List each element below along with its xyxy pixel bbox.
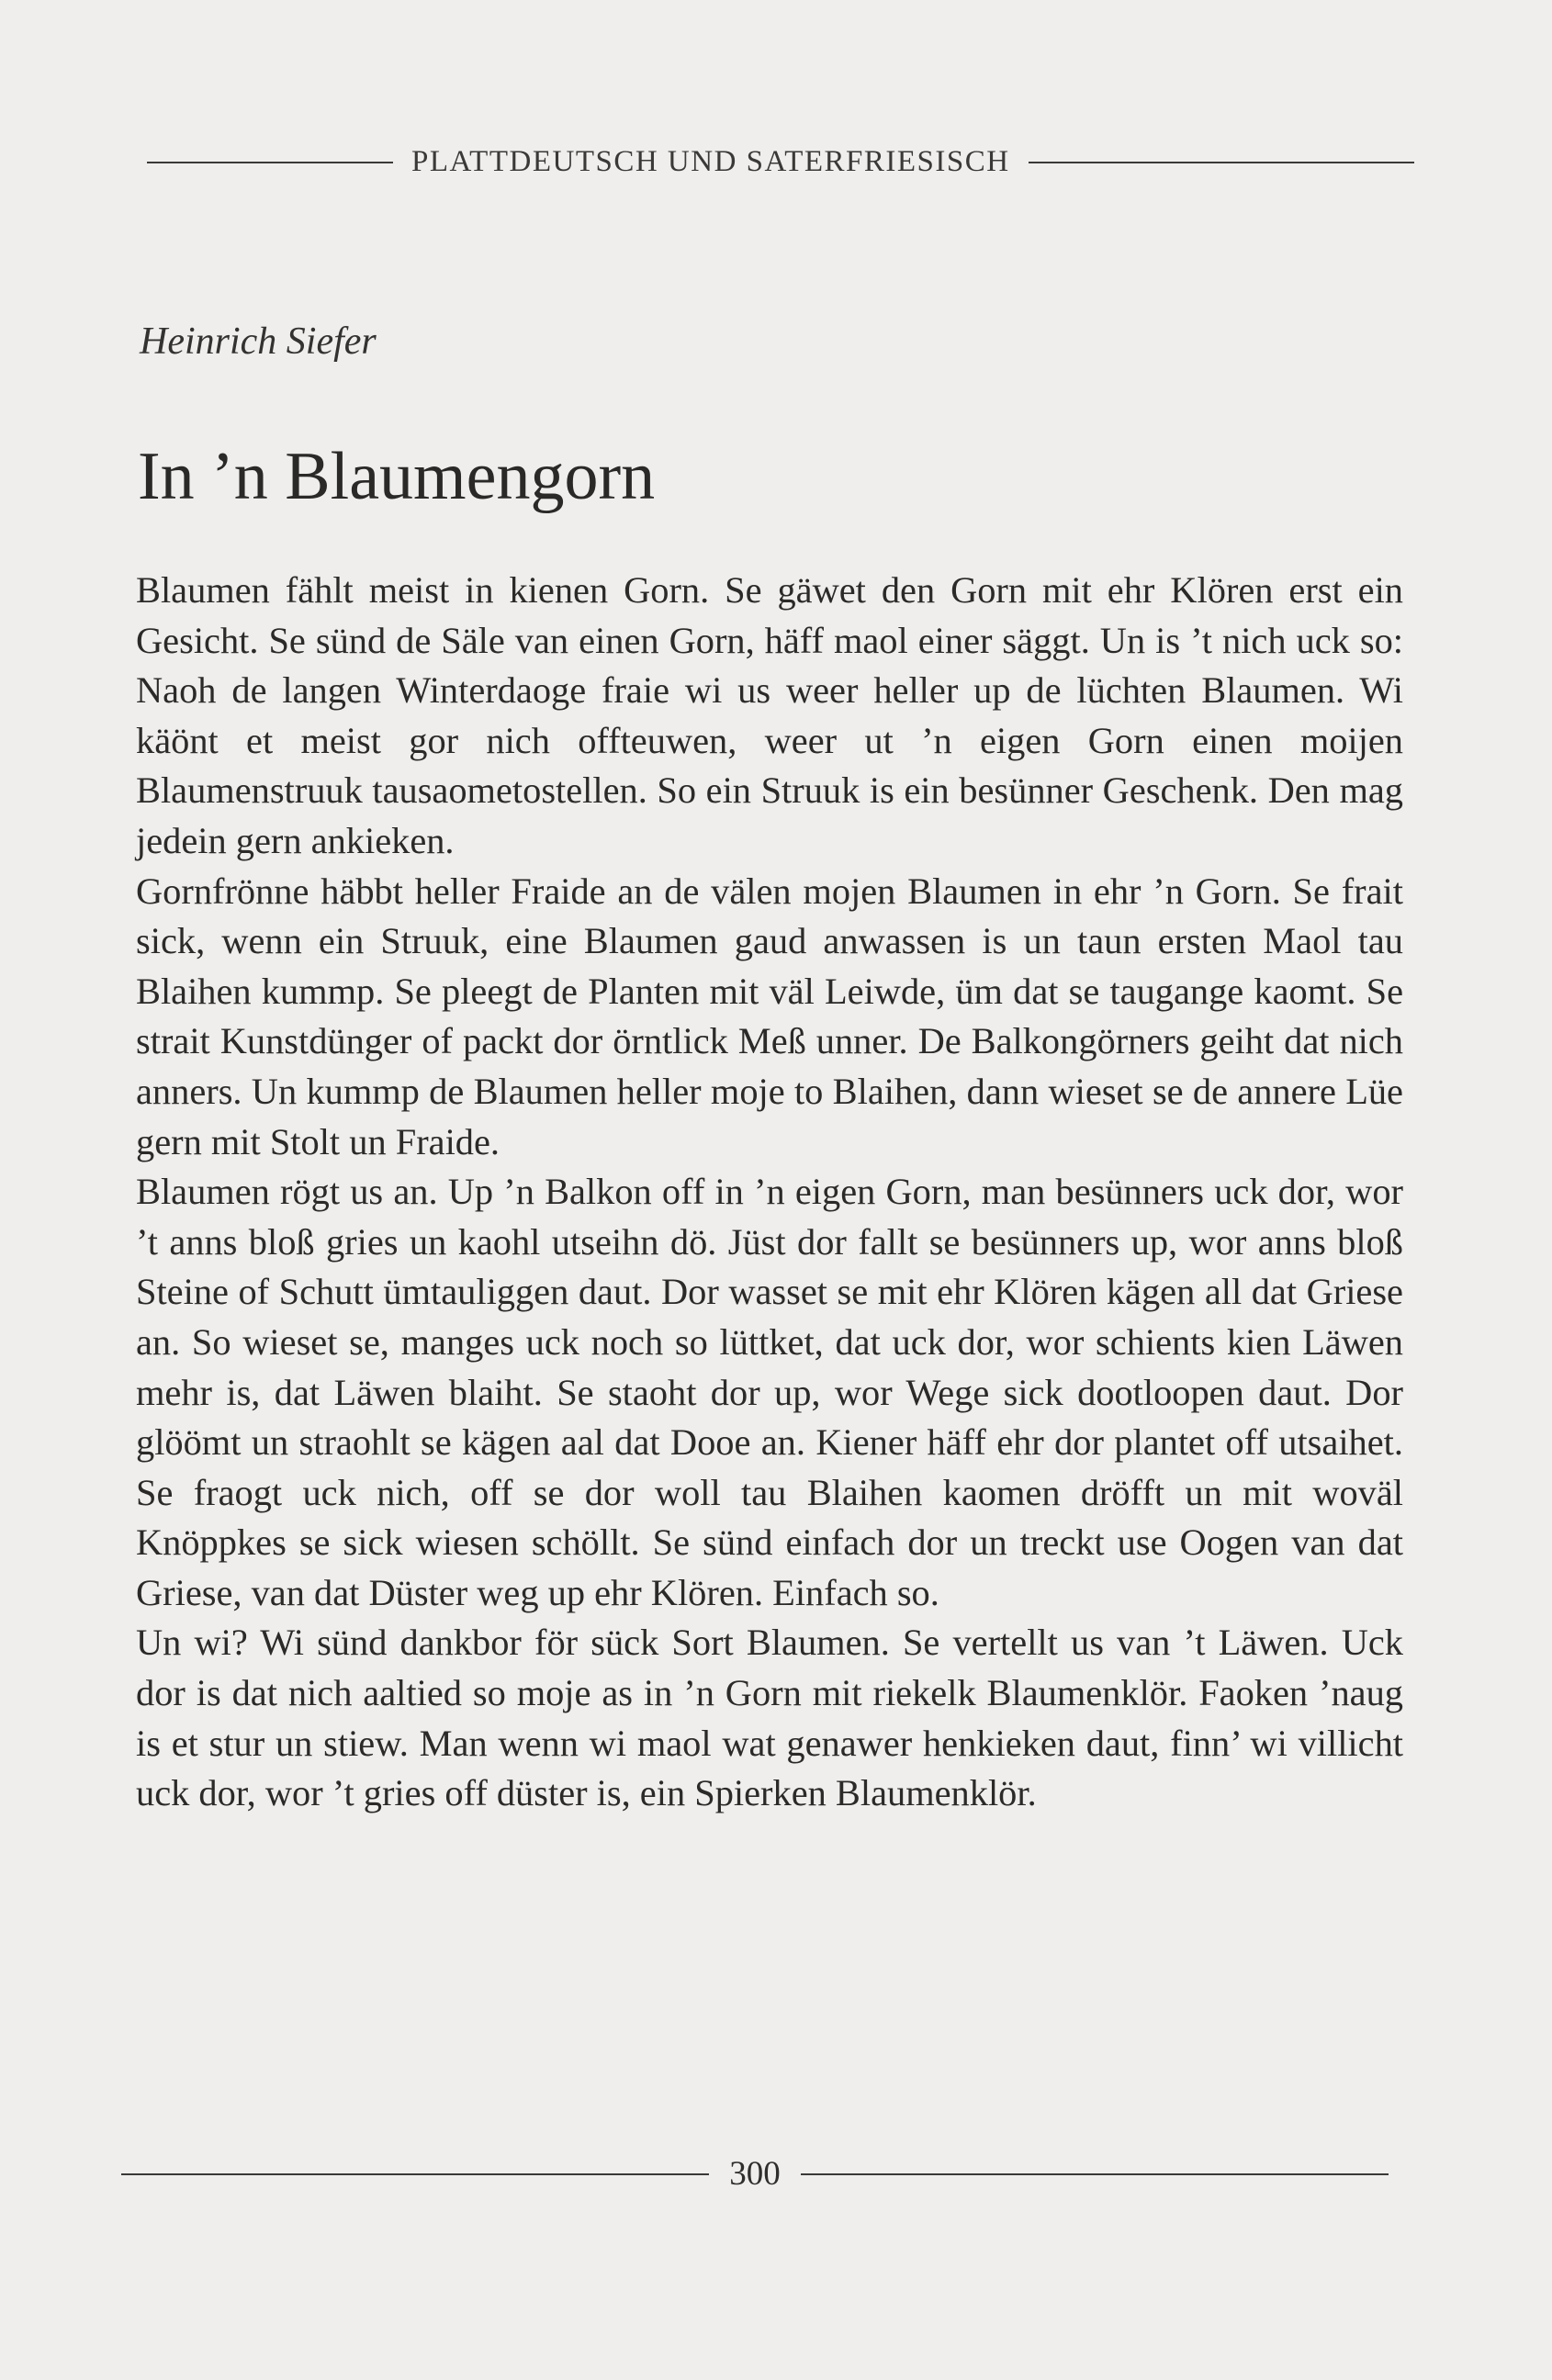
page-number: 300 bbox=[729, 2155, 781, 2193]
paragraph: Blaumen rögt us an. Up ’n Balkon off in ’n eigen Gorn, man besünners uck dor, wor ’t anns bloß gries un kaohl utseihn dö. Jüst dor fallt se besünners up, wor anns bloß Steine of Schutt ümtauliggen daut. Dor wasset se mit ehr Klören kägen all dat Griese an. So wieset se, manges uck noch so lüttket, dat uck dor, wor schients kien Läwen mehr is, dat Läwen blaiht. Se staoht dor up, wor Wege sick dootloopen daut. Dor glöömt un straohlt se kägen aal dat Dooe an. Kiener häff ehr dor plantet off utsaihet. Se fraogt uck nich, off se dor woll tau Blaihen kaomen dröfft un mit woväl Knöppkes se sick wiesen schöllt. Se sünd einfach dor un treckt use Oogen van dat Griese, van dat Düster weg up ehr Klören. Einfach so. bbox=[136, 1171, 1403, 1613]
header-rule-right bbox=[1029, 162, 1414, 163]
paragraph: Gornfrönne häbbt heller Fraide an de välen mojen Blaumen in ehr ’n Gorn. Se frait sick, wenn ein Struuk, eine Blaumen gaud anwassen is un taun ersten Maol tau Blaihen kummp. Se pleegt de Planten mit väl Leiwde, üm dat se taugange kaomt. Se strait Kunstdünger of packt dor örntlick Meß unner. De Balkongörners geiht dat nich anners. Un kummp de Blaumen heller moje to Blaihen, dann wieset se de annere Lüe gern mit Stolt un Fraide. bbox=[136, 870, 1403, 1162]
header-rule-left bbox=[147, 162, 393, 163]
running-header bbox=[147, 145, 1414, 179]
article-title: In ’n Blaumengorn bbox=[138, 439, 656, 514]
page-footer bbox=[121, 2154, 1389, 2194]
paragraph: Un wi? Wi sünd dankbor för sück Sort Blaumen. Se vertellt us van ’t Läwen. Uck dor is dat nich aaltied so moje as in ’n Gorn mit riekelk Blaumenklör. Faoken ’naug is et stur un stiew. Man wenn wi maol wat genawer henkieken daut, finn’ wi villicht uck dor, wor ’t gries off düster is, ein Spierken Blaumenklör. bbox=[136, 1622, 1403, 1814]
paragraph: Blaumen fählt meist in kienen Gorn. Se gäwet den Gorn mit ehr Klören erst ein Gesicht. Se sünd de Säle van einen Gorn, häff maol einer säggt. Un is ’t nich uck so: Naoh de langen Winterdaoge fraie wi us weer heller up de lüchten Blaumen. Wi käönt et meist gor nich offteuwen, weer ut ’n eigen Gorn einen moijen Blaumenstruuk tausaometostellen. So ein Struuk is ein besünner Geschenk. Den mag jedein gern ankieken. bbox=[136, 569, 1403, 861]
footer-rule-left bbox=[121, 2173, 709, 2175]
running-title: PLATTDEUTSCH UND SATERFRIESISCH bbox=[411, 145, 1010, 178]
footer-rule-right bbox=[801, 2173, 1389, 2175]
author-name: Heinrich Siefer bbox=[140, 320, 377, 363]
article-body bbox=[136, 566, 1403, 1819]
